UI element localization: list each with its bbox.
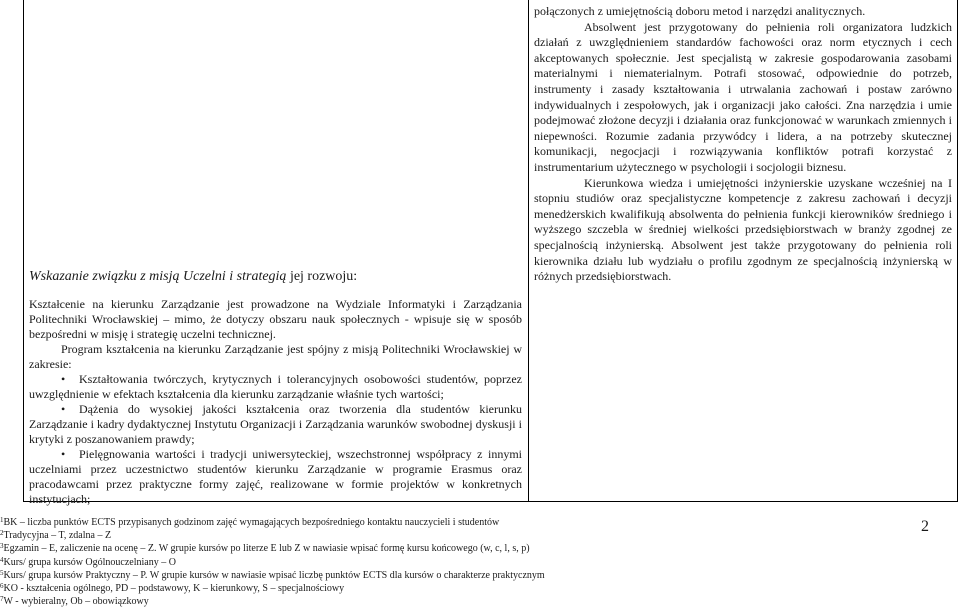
footnote-3: $^3$Egzamin – E, zaliczenie na ocenę – Z. W grupie kursów po literze E lub Z w nawiasie wpisać formę kursu końcowego (w, c, l, s, p) — [0, 542, 530, 555]
graduate-profile-cell — [534, 4, 952, 285]
mission-bullet-1: • Kształtowania twórczych, krytycznych i tolerancyjnych osobowości studentów, poprzez uwzględnienie w efektach kształcenia dla kierunku zarządzanie właśnie tych wartości; — [29, 372, 522, 402]
mission-section-title: Wskazanie związku z misją Uczelni i strategią jej rozwoju: — [29, 269, 358, 284]
footnote-7: $^7$W - wybieralny, Ob – obowiązkowy — [0, 595, 149, 608]
footnote-6: $^6$KO - kształcenia ogólnego, PD – podstawowy, K – kierunkowy, S – specjalnościowy — [0, 582, 345, 595]
mission-paragraph-2: Program kształcenia na kierunku Zarządzanie jest spójny z misją Politechniki Wrocławskiej w zakresie: — [29, 342, 522, 371]
mission-link-cell — [29, 268, 522, 507]
bullet-icon — [61, 447, 79, 461]
page-number: 2 — [921, 518, 929, 535]
footnotes — [0, 516, 700, 608]
mission-bullet-3: • Pielęgnowania wartości i tradycji uniwersyteckiej, wszechstronnej współpracy z innymi uczelniami przez uczestnictwo studentów kierunku Zarządzanie w programie Erasmus oraz pracodawcami przez praktyczne formy zajęć, realizowane w formie projektów w konkretnych instytucjach; — [29, 447, 522, 507]
mission-bullet-2: • Dążenia do wysokiej jakości kształcenia oraz tworzenia dla studentów kierunku Zarządzanie i kadry dydaktycznej Instytutu Organizacji i Zarządzania warunków swobodnej dyskusji i krytyki z poszanowaniem prawdy; — [29, 402, 522, 447]
profile-paragraph-3: Kierunkowa wiedza i umiejętności inżynierskie uzyskane wcześniej na I stopniu studiów oraz specjalistyczne kompetencje z zakresu zachowań i decyzji menedżerskich kwalifikują absolwenta do pełnienia funkcji kierowników średniego i wyższego szczebla w średniej wielkości przedsiębiorstwach w branży zgodnej ze specjalnością inżynierską. Absolwent jest także przygotowany do pełnienia roli kierownika działu lub wydziału o profilu zgodnym ze specjalnością inżynierską w różnych przedsiębiorstwach. — [534, 175, 952, 284]
bullet-icon — [61, 372, 79, 386]
footnote-5: $^5$Kurs/ grupa kursów Praktyczny – P. W grupie kursów w nawiasie wpisać liczbę punktów ECTS dla kursów o charakterze praktycznym — [0, 568, 545, 581]
mission-paragraph-1: Kształcenie na kierunku Zarządzanie jest prowadzone na Wydziale Informatyki i Zarządzania Politechniki Wrocławskiej – mimo, że dotyczy obszaru nauk społecznych - wpisuje się w sposób bezpośredni w misję i strategię uczelni technicznej. — [29, 297, 522, 341]
footnote-4: $^4$Kurs/ grupa kursów Ogólnouczelniany – O — [0, 555, 176, 568]
mission-section-body — [29, 297, 522, 507]
footnote-2: $^2$Tradycyjna – T, zdalna – Z — [0, 529, 112, 542]
profile-paragraph-2: Absolwent jest przygotowany do pełnienia roli organizatora ludzkich działań z uwzględnieniem standardów fachowości oraz norm etycznych i cech akceptowanych społecznie. Jest specjalistą w zakresie gospodarowania zasobami materialnymi i niematerialnym. Potrafi stosować, odpowiednie do potrzeb, instrumenty i zasady kształtowania i utrwalania zachowań i postaw zarówno indywidualnych i zespołowych, jak i organizacji jako całości. Zna narzędzia i umie podejmować złożone decyzji i działania oraz funkcjonować w warunkach zmiennych i niepewności. Rozumie zadania przywódcy i lidera, a na potrzeby skutecznej komunikacji, negocjacji i rozwiązywania konfliktów potrafi korzystać z instrumentarium użytecznego w psychologii i socjologii biznesu. — [534, 19, 952, 174]
profile-paragraph-1: połączonych z umiejętnością doboru metod i narzędzi analitycznych. — [534, 4, 866, 18]
bullet-icon — [61, 402, 79, 416]
footnote-1: $^1$BK – liczba punktów ECTS przypisanych godzinom zajęć wymagających bezpośredniego kontaktu nauczycieli i studentów — [0, 516, 500, 528]
column-divider — [528, 0, 529, 502]
